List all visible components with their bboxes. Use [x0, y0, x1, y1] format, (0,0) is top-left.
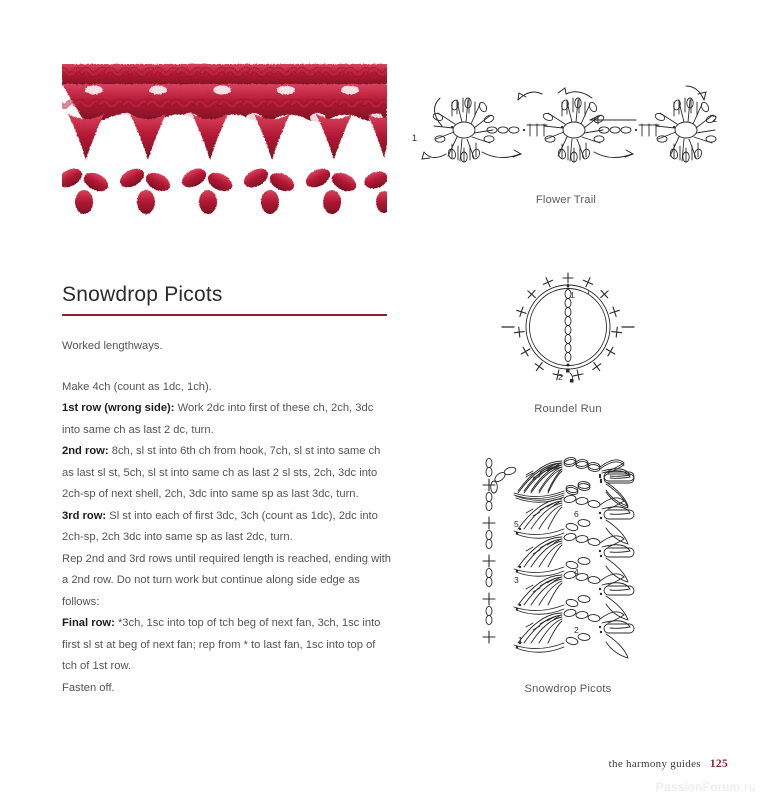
instruction-label: Final row:: [62, 617, 115, 630]
instruction-text: 8ch, sl st into 6th ch from hook, 7ch, sl st into same ch as last sl st, 5ch, sl st into same ch as last 2 sl sts, 2ch, 3dc into 2ch-sp of next shell, 2ch, 3dc into same sp as last 3dc, turn.: [62, 445, 381, 501]
intro-text: Worked lengthways.: [62, 339, 163, 352]
instruction-label: 1st row (wrong side):: [62, 402, 175, 415]
instruction-line: [62, 441, 392, 506]
diagram-label: 2: [712, 114, 718, 124]
diagram-label: 1: [518, 635, 523, 645]
instruction-line: [62, 549, 392, 614]
page-footer: [609, 758, 728, 770]
instruction-line: [62, 377, 392, 399]
diagram-caption: Flower Trail: [535, 194, 597, 206]
instruction-text: Fasten off.: [62, 681, 115, 694]
diagram-caption: Snowdrop Picots: [524, 683, 612, 695]
instruction-label: 2nd row:: [62, 445, 109, 458]
instruction-text: Make 4ch (count as 1dc, 1ch).: [62, 380, 212, 393]
instructions-column: [62, 283, 392, 699]
instruction-line: [62, 506, 392, 549]
instruction-text: Sl st into each of first 3dc, 3ch (count as 1dc), 2dc into 2ch-sp, 2ch 3dc into same sp as last 2dc, turn.: [62, 509, 378, 544]
diagram-snowdrop-picots: [470, 455, 666, 695]
title-underline: [62, 314, 387, 316]
crochet-sample-photo: [62, 62, 387, 237]
diagram-label: 5: [514, 519, 519, 529]
instruction-text: Rep 2nd and 3rd rows until required length is reached, ending with a 2nd row. Do not turn work but continue along side edge as follows:: [62, 552, 391, 608]
crochet-lace-sample-illustration: [62, 62, 387, 237]
diagram-label: 3: [514, 575, 519, 585]
diagram-label: 2: [574, 625, 579, 635]
instruction-text: Work 2dc into first of these ch, 2ch, 3dc into same ch as last 2 dc, turn.: [62, 402, 374, 436]
diagram-flower-trail: [406, 78, 726, 206]
diagram-label: 1: [570, 290, 575, 300]
instruction-list: [62, 377, 392, 700]
instruction-line: [62, 613, 392, 678]
diagram-label: 1: [412, 133, 418, 143]
instruction-line: [62, 398, 392, 441]
book-title: the harmony guides: [608, 758, 701, 770]
instruction-line: [62, 678, 392, 700]
instruction-label: 3rd row:: [62, 509, 107, 522]
site-watermark: PassionForum.ru: [655, 780, 756, 794]
diagram-label: 4: [574, 567, 579, 577]
page-title: Snowdrop Picots: [62, 283, 223, 306]
page-number: 125: [709, 758, 728, 770]
snowdrop-picots-chart-icon: [470, 455, 666, 677]
roundel-run-chart-icon: [470, 265, 666, 397]
flower-trail-chart-icon: [406, 78, 726, 188]
instruction-text: *3ch, 1sc into top of tch beg of next fan, 3ch, 1sc into first sl st at beg of next fan; rep from * to last fan, 1sc into top of tch of 1st row.: [62, 617, 381, 673]
diagram-label: 6: [574, 509, 579, 519]
diagram-roundel-run: [470, 265, 666, 415]
diagram-caption: Roundel Run: [534, 403, 602, 415]
diagram-label: 2: [558, 372, 563, 382]
